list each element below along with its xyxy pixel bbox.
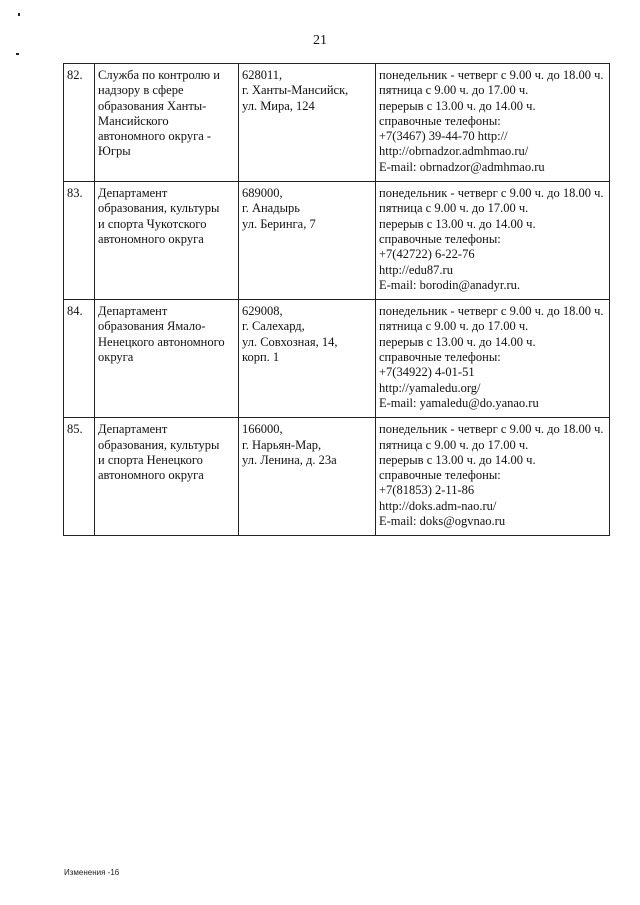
institution-address [239,182,376,300]
cell-line: ул. Ленина, д. 23а [242,452,337,467]
cell-line: автономного округа - [98,129,212,144]
row-number: 84. [64,300,95,418]
cell-line: E-mail: doks@ogvnao.ru [379,514,506,529]
cell-line: http://obrnadzor.admhmao.ru/ [379,144,529,159]
row-number: 82. [64,64,95,182]
institution-name [95,64,239,182]
cell-line: справочные телефоны: [379,113,501,128]
cell-line: образования, культуры [98,437,220,452]
cell-line: понедельник - четверг с 9.00 ч. до 18.00 ч. [379,422,604,437]
cell-line: Ненецкого автономного [98,334,225,349]
cell-line: +7(42722) 6-22-76 [379,247,475,262]
cell-line: перерыв с 13.00 ч. до 14.00 ч. [379,452,536,467]
cell-line: Департамент [98,186,168,201]
table-row [64,300,610,418]
cell-line: ул. Совхозная, 14, [242,334,338,349]
cell-line: 166000, [242,422,283,437]
cell-line: пятница с 9.00 ч. до 17.00 ч. [379,319,529,334]
cell-line: Служба по контролю и [98,68,220,82]
cell-line: ул. Беринга, 7 [242,216,316,231]
cell-line: г. Анадырь [242,201,300,216]
cell-line: справочные телефоны: [379,231,501,246]
cell-line: 689000, [242,186,283,201]
cell-line: E-mail: yamaledu@do.yanao.ru [379,395,539,410]
page-number: 21 [313,33,327,48]
cell-line: понедельник - четверг с 9.00 ч. до 18.00 ч. [379,68,604,82]
cell-line: автономного округа [98,231,204,246]
cell-line: округа [98,350,134,365]
footer-note: Изменения -16 [64,868,120,877]
cell-line: http://edu87.ru [379,262,453,277]
cell-line: перерыв с 13.00 ч. до 14.00 ч. [379,216,536,231]
cell-line: ул. Мира, 124 [242,98,315,113]
institution-address [239,418,376,536]
cell-line: +7(34922) 4-01-51 [379,365,475,380]
cell-line: образования, культуры [98,201,220,216]
cell-line: Департамент [98,422,168,437]
table-row [64,182,610,300]
cell-line: и спорта Чукотского [98,216,207,231]
institutions-table [63,63,610,536]
cell-line: Мансийского [98,113,169,128]
cell-line: E-mail: borodin@anadyr.ru. [379,277,520,292]
cell-line: корп. 1 [242,350,280,365]
cell-line: автономного округа [98,468,204,483]
cell-line: перерыв с 13.00 ч. до 14.00 ч. [379,334,536,349]
cell-line: +7(3467) 39-44-70 http:// [379,129,508,144]
cell-line: пятница с 9.00 ч. до 17.00 ч. [379,437,529,452]
cell-line: образования Ямало- [98,319,206,334]
cell-line: Департамент [98,304,168,319]
cell-line: понедельник - четверг с 9.00 ч. до 18.00 ч. [379,186,604,201]
cell-line: образования Ханты- [98,98,207,113]
cell-line: справочные телефоны: [379,468,501,483]
scan-speck [18,13,20,16]
cell-line: перерыв с 13.00 ч. до 14.00 ч. [379,98,536,113]
row-number: 85. [64,418,95,536]
institution-name [95,300,239,418]
cell-line: 628011, [242,68,283,82]
institution-hours-contacts [376,64,610,182]
institution-address [239,64,376,182]
institution-name [95,182,239,300]
institution-hours-contacts [376,182,610,300]
table-row [64,64,610,182]
cell-line: понедельник - четверг с 9.00 ч. до 18.00 ч. [379,304,604,319]
row-number: 83. [64,182,95,300]
cell-line: 629008, [242,304,283,319]
cell-line: г. Салехард, [242,319,305,334]
cell-line: E-mail: obrnadzor@admhmao.ru [379,159,545,174]
institution-hours-contacts [376,418,610,536]
institution-name [95,418,239,536]
cell-line: пятница с 9.00 ч. до 17.00 ч. [379,201,529,216]
institution-address [239,300,376,418]
cell-line: http://doks.adm-nao.ru/ [379,498,497,513]
cell-line: надзору в сфере [98,83,184,98]
cell-line: г. Ханты-Мансийск, [242,83,349,98]
table-row [64,418,610,536]
institution-hours-contacts [376,300,610,418]
cell-line: справочные телефоны: [379,350,501,365]
cell-line: +7(81853) 2-11-86 [379,483,475,498]
scan-speck [16,53,19,55]
cell-line: пятница с 9.00 ч. до 17.00 ч. [379,83,529,98]
cell-line: http://yamaledu.org/ [379,380,481,395]
cell-line: и спорта Ненецкого [98,452,203,467]
cell-line: г. Нарьян-Мар, [242,437,322,452]
cell-line: Югры [98,144,131,159]
